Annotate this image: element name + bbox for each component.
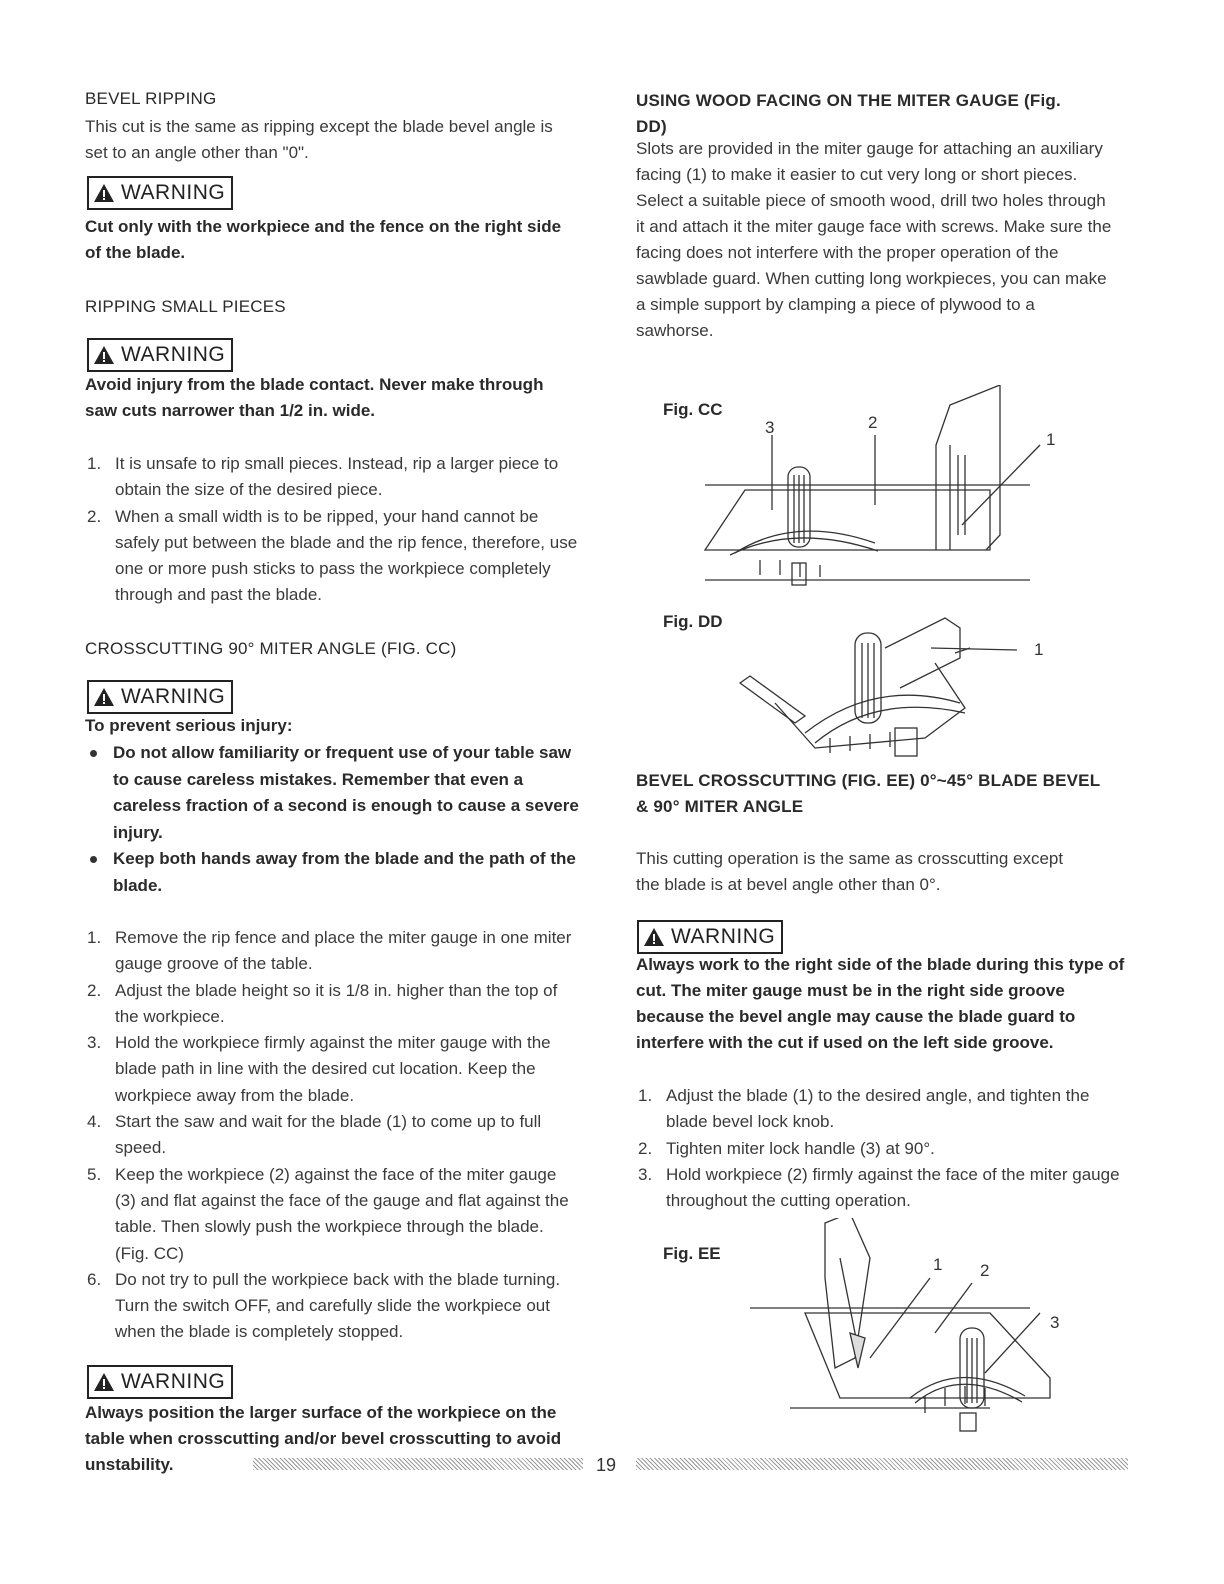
warning-label: WARNING (121, 343, 226, 366)
warning-triangle-icon (93, 687, 115, 707)
heading-bevel-ripping: BEVEL RIPPING (85, 89, 217, 108)
warning-text-1: Cut only with the workpiece and the fence on the right side of the blade. (85, 217, 562, 262)
list-item: 2. Tighten miter lock handle (3) at 90°. (638, 1138, 935, 1158)
list-item: Do not allow familiarity or frequent use of your table saw to cause careless mistakes. Remember that even a careless fraction of a second is enough to cause a severe injury. (85, 740, 580, 846)
crosscutting-steps (85, 925, 580, 1346)
heading-crosscutting: CROSSCUTTING 90° MITER ANGLE (FIG. CC) (85, 639, 457, 658)
bevel-crosscutting-steps (636, 1083, 1131, 1214)
warning-box-4 (87, 1365, 233, 1399)
footer-rule-right (636, 1458, 1128, 1470)
list-item: 4. Start the saw and wait for the blade (1) to come up to full speed. (87, 1112, 542, 1158)
fig-cc-callout-2: 2 (868, 413, 878, 432)
warning-label: WARNING (121, 181, 226, 204)
warning-triangle-icon (643, 927, 665, 947)
heading-ripping-small: RIPPING SMALL PIECES (85, 297, 286, 316)
warning-bullets (85, 740, 580, 899)
fig-dd-label: Fig. DD (663, 612, 723, 631)
fig-ee-callout-1: 1 (933, 1255, 943, 1274)
warning-box-1 (87, 176, 233, 210)
list-item: 1. Adjust the blade (1) to the desired angle, and tighten the blade bevel lock knob. (638, 1086, 1090, 1132)
warning-intro-3: To prevent serious injury: (85, 716, 293, 735)
fig-ee-illustration (750, 1218, 1070, 1438)
warning-text-2: Avoid injury from the blade contact. Never make through saw cuts narrower than 1/2 in. wide. (85, 375, 544, 420)
warning-box-3 (87, 680, 233, 714)
wood-facing-text: Slots are provided in the miter gauge for attaching an auxiliary facing (1) to make it easier to cut very long or short pieces. Select a suitable piece of smooth wood, drill two holes through it and attach it the miter gauge face with screws. Make sure the facing does not interfere with the proper operation of the sawblade guard. When cutting long workpieces, you can make a simple support by clamping a piece of plywood to a sawhorse. (636, 139, 1112, 340)
list-item: 2. When a small width is to be ripped, your hand cannot be safely put between the blade and the rip fence, therefore, use one or more push sticks to pass the workpiece completely through and past the blade. (87, 506, 578, 605)
list-item: Keep both hands away from the blade and the path of the blade. (85, 846, 580, 899)
bullet-icon (90, 750, 97, 757)
list-item: 2. Adjust the blade height so it is 1/8 in. higher than the top of the workpiece. (87, 980, 558, 1026)
heading-wood-facing: USING WOOD FACING ON THE MITER GAUGE (Fig. DD) (636, 91, 1061, 136)
warning-text-4: Always position the larger surface of the workpiece on the table when crosscutting and/or bevel crosscutting to avoid unstability. (85, 1403, 562, 1474)
warning-label: WARNING (121, 685, 226, 708)
list-item: 3. Hold the workpiece firmly against the miter gauge with the blade path in line with the desired cut location. Keep the workpiece away from the blade. (87, 1033, 551, 1105)
warning-box-5 (637, 920, 783, 954)
warning-label: WARNING (121, 1370, 226, 1393)
heading-bevel-crosscutting: BEVEL CROSSCUTTING (FIG. EE) 0°~45° BLADE BEVEL & 90° MITER ANGLE (636, 771, 1100, 816)
footer-rule-left (253, 1458, 583, 1470)
section-bevel-ripping (85, 88, 585, 166)
bullet-icon (90, 856, 97, 863)
warning-triangle-icon (93, 183, 115, 203)
fig-ee-callout-2: 2 (980, 1261, 990, 1280)
fig-ee-callout-3: 3 (1050, 1313, 1060, 1332)
warning-box-2 (87, 338, 233, 372)
fig-cc-label: Fig. CC (663, 400, 723, 419)
warning-triangle-icon (93, 1372, 115, 1392)
fig-cc-callout-3: 3 (765, 418, 775, 437)
warning-triangle-icon (93, 345, 115, 365)
list-item: 1. Remove the rip fence and place the miter gauge in one miter gauge groove of the table. (87, 928, 572, 974)
bevel-crosscutting-text: This cutting operation is the same as crosscutting except the blade is at bevel angle other than 0°. (636, 849, 1064, 894)
fig-ee-label: Fig. EE (663, 1244, 721, 1263)
list-item: 1. It is unsafe to rip small pieces. Instead, rip a larger piece to obtain the size of the desired piece. (87, 454, 559, 500)
fig-cc-illustration (700, 385, 1060, 600)
list-item: 5. Keep the workpiece (2) against the face of the miter gauge (3) and flat against the face of the gauge and flat against the table. Then slowly push the workpiece through the blade. (Fig. CC) (87, 1164, 569, 1263)
bevel-ripping-text: This cut is the same as ripping except the blade bevel angle is set to an angle other than "0". (85, 117, 553, 162)
warning-text-5: Always work to the right side of the blade during this type of cut. The miter gauge must be in the right side groove because the bevel angle may cause the blade guard to interfere with the cut if used on the left side groove. (636, 955, 1125, 1052)
page-number: 19 (596, 1455, 617, 1475)
ripping-small-steps (85, 451, 580, 609)
list-item: 3. Hold workpiece (2) firmly against the face of the miter gauge throughout the cutting operation. (638, 1164, 1120, 1211)
warning-label: WARNING (671, 925, 776, 948)
fig-cc-callout-1: 1 (1046, 430, 1056, 449)
fig-dd-illustration (735, 608, 1035, 768)
list-item: 6. Do not try to pull the workpiece back with the blade turning. Turn the switch OFF, and carefully slide the workpiece out when the blade is completely stopped. (87, 1269, 561, 1342)
fig-dd-callout-1: 1 (1034, 640, 1044, 659)
